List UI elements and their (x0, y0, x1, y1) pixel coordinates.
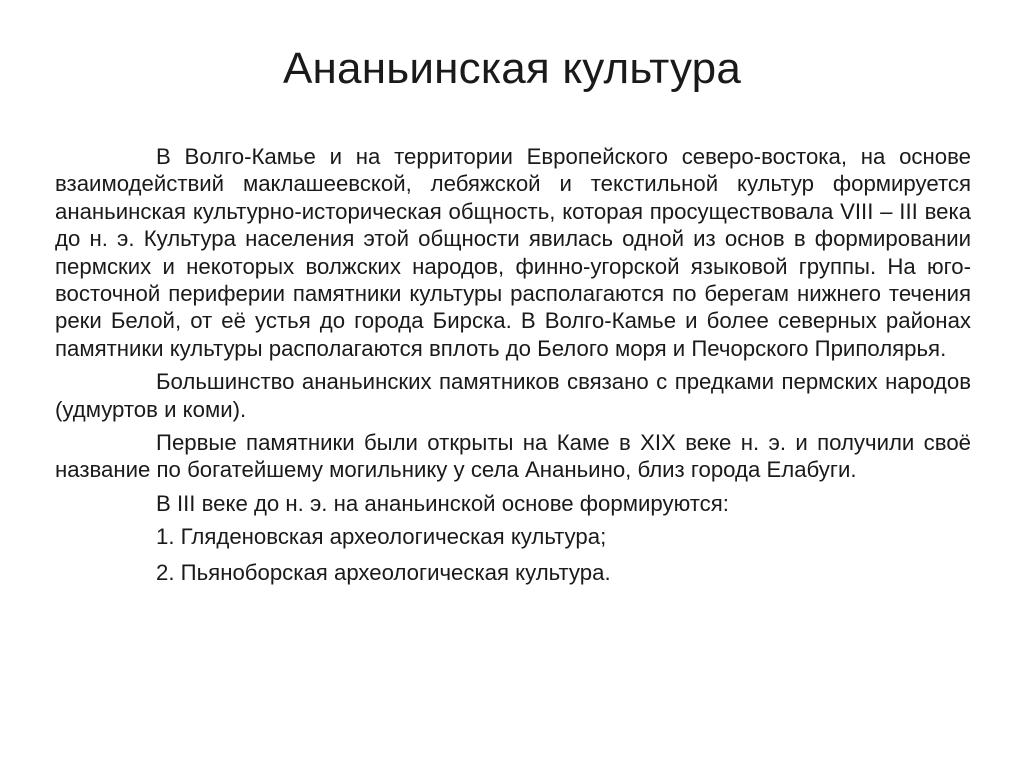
paragraph-discovery: Первые памятники были открыты на Каме в XIX веке н. э. и получили своё название по богатейшему могильнику у села Ананьино, близ города Елабуги. (55, 430, 971, 483)
paragraph-successors-intro: В III веке до н. э. на ананьинской основе формируются: (156, 490, 729, 516)
slide-body (55, 143, 971, 594)
paragraph-origin: В Волго-Камье и на территории Европейского северо-востока, на основе взаимодействий маклашеевской, лебяжской и текстильной культур формируется ананьинская культурно-историческая общность, которая просуществовала VIII – III века до н. э. Культура населения этой общности явилась одной из основ в формировании пермских и некоторых волжских народов, финно-угорской языковой группы. На юго-восточной периферии памятники культуры располагаются по берегам нижнего течения реки Белой, от её устья до города Бирска. В Волго-Камье и более северных районах памятники культуры располагаются вплоть до Белого моря и Печорского Приполярья. (55, 144, 971, 361)
paragraph-ancestors: Большинство ананьинских памятников связано с предками пермских народов (удмуртов и коми). (55, 369, 971, 422)
list-item-pyanobor: 2. Пьяноборская археологическая культура. (156, 559, 611, 585)
list-item-glyadenovo: 1. Гляденовская археологическая культура; (156, 524, 607, 550)
slide-title: Ананьинская культура (283, 44, 741, 93)
